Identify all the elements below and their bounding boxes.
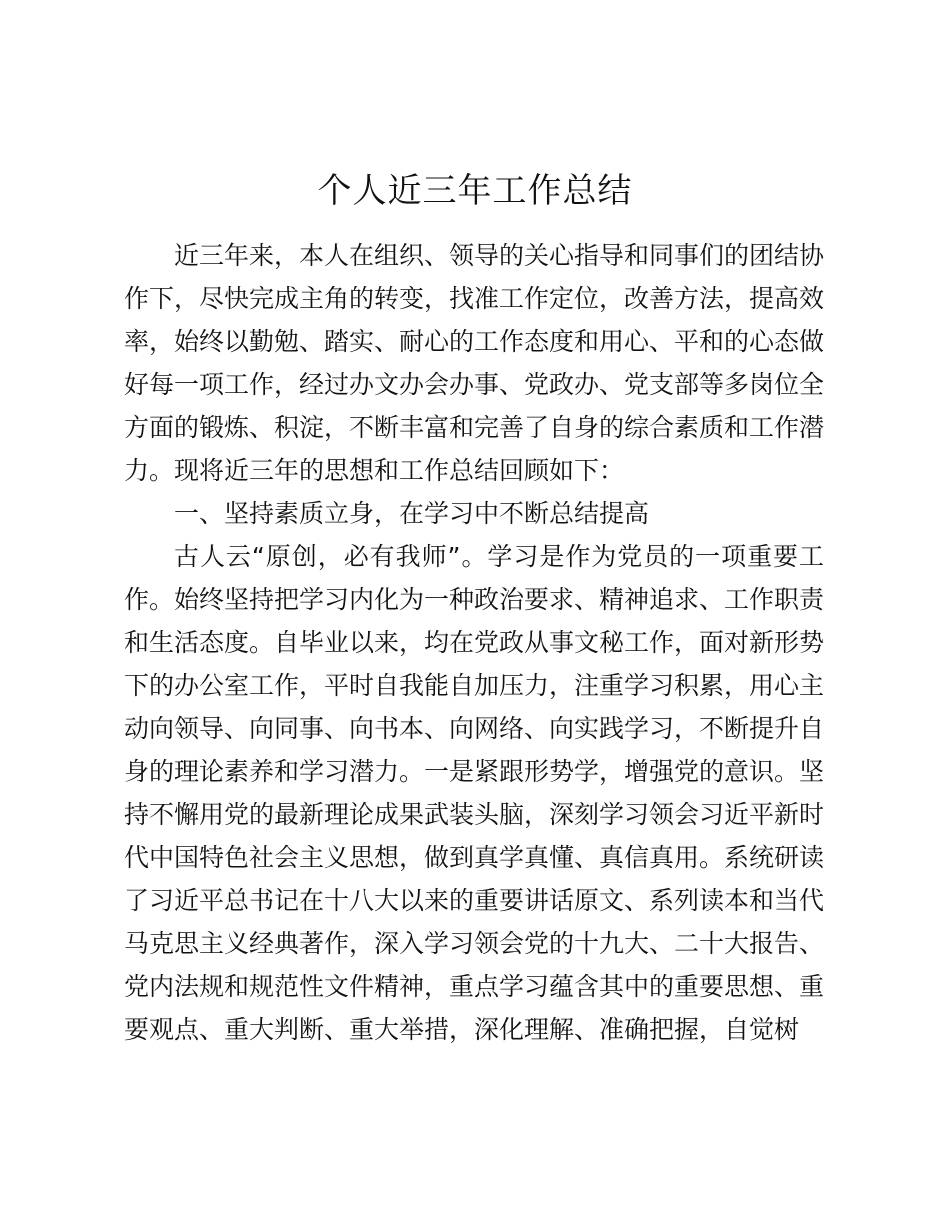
- body-line: 近三年来，本人在组织、领导的关心指导和同事们的团结协: [174, 241, 825, 270]
- body-line: 古人云“原创，必有我师”。学习是作为党员的一项重要工: [174, 542, 824, 571]
- body-line: 和生活态度。自毕业以来，均在党政从事文秘工作，面对新形势: [124, 628, 825, 657]
- document-body: [124, 234, 824, 1051]
- section-heading: 一、坚持素质立身，在学习中不断总结提高: [174, 499, 650, 528]
- body-line: 了习近平总书记在十八大以来的重要讲话原文、系列读本和当代: [124, 886, 825, 915]
- body-line: 代中国特色社会主义思想，做到真学真懂、真信真用。系统研读: [124, 843, 825, 872]
- body-line: 身的理论素养和学习潜力。一是紧跟形势学，增强党的意识。坚: [124, 757, 825, 786]
- body-line: 好每一项工作，经过办文办会办事、党政办、党支部等多岗位全: [124, 370, 825, 399]
- body-line: 作下，尽快完成主角的转变，找准工作定位，改善方法，提高效: [124, 284, 825, 313]
- body-line: 率，始终以勤勉、踏实、耐心的工作态度和用心、平和的心态做: [124, 327, 825, 356]
- body-line: 要观点、重大判断、重大举措，深化理解、准确把握，自觉树: [124, 1015, 800, 1044]
- body-line: 作。始终坚持把学习内化为一种政治要求、精神追求、工作职责: [124, 585, 825, 614]
- body-line: 马克思主义经典著作，深入学习领会党的十九大、二十大报告、: [124, 929, 825, 958]
- body-line: 下的办公室工作，平时自我能自加压力，注重学习积累，用心主: [124, 671, 825, 700]
- body-line: 方面的锻炼、积淀，不断丰富和完善了自身的综合素质和工作潜: [124, 413, 825, 442]
- body-line: 持不懈用党的最新理论成果武装头脑，深刻学习领会习近平新时: [124, 800, 825, 829]
- body-line: 党内法规和规范性文件精神，重点学习蕴含其中的重要思想、重: [124, 972, 825, 1001]
- body-line: 力。现将近三年的思想和工作总结回顾如下：: [124, 456, 625, 485]
- document-title: 个人近三年工作总结: [317, 171, 633, 211]
- body-line: 动向领导、向同事、向书本、向网络、向实践学习，不断提升自: [124, 714, 825, 743]
